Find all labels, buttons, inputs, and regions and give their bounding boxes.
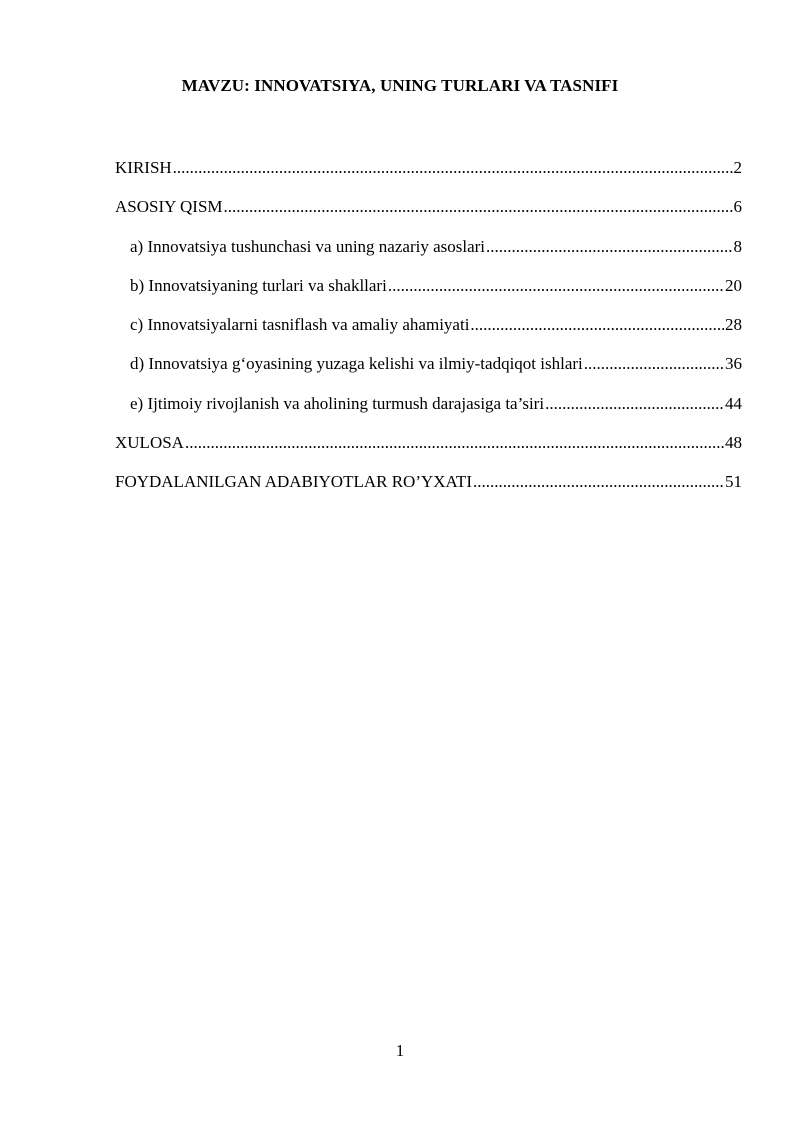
toc-entry-page: 51 (725, 472, 742, 492)
toc-entry-section-c[interactable] (115, 313, 742, 352)
toc-entry-label: b) Innovatsiyaning turlari va shakllari (130, 275, 387, 295)
toc-entry-page: 36 (725, 354, 742, 374)
toc-entry-label: c) Innovatsiyalarni tasniflash va amaliy ahamiyati (130, 315, 470, 335)
toc-entry-page: 2 (733, 158, 742, 177)
toc-entry-label: d) Innovatsiya g‘oyasining yuzaga kelishi va ilmiy-tadqiqot ishlari (130, 354, 583, 374)
page-number: 1 (395, 1041, 405, 1060)
toc-dot-leader (185, 431, 724, 455)
toc-dot-leader (545, 392, 724, 416)
toc-dot-leader (473, 470, 724, 494)
toc-dot-leader (470, 313, 724, 337)
toc-dot-leader (173, 156, 733, 180)
toc-dot-leader (486, 235, 732, 259)
toc-entry-label: KIRISH (115, 158, 172, 177)
toc-entry-section-b[interactable] (115, 274, 742, 313)
toc-entry-section-d[interactable] (115, 352, 742, 391)
toc-entry-section-e[interactable] (115, 392, 742, 431)
toc-dot-leader (388, 274, 724, 298)
toc-dot-leader (224, 195, 733, 219)
toc-entry-label: a) Innovatsiya tushunchasi va uning nazariy asoslari (130, 236, 486, 256)
toc-entry-label: e) Ijtimoiy rivojlanish va aholining turmush darajasiga ta’siri (130, 393, 545, 413)
toc-entry-adabiyotlar[interactable] (115, 470, 742, 509)
toc-entry-page: 44 (725, 393, 742, 413)
toc-dot-leader (584, 352, 724, 376)
toc-entry-xulosa[interactable] (115, 431, 742, 470)
toc-entry-label: FOYDALANILGAN ADABIYOTLAR RO’YXATI (115, 472, 472, 492)
toc-entry-page: 20 (725, 275, 742, 295)
toc-entry-page: 8 (733, 236, 742, 256)
document-title: MAVZU: INNOVATSIYA, UNING TURLARI VA TASNIFI (181, 76, 619, 95)
toc-entry-page: 28 (725, 315, 742, 335)
toc-entry-kirish[interactable] (115, 156, 742, 195)
toc-entry-page: 48 (725, 433, 742, 453)
toc-entry-label: ASOSIY QISM (115, 197, 223, 217)
toc-entry-label: XULOSA (115, 433, 184, 453)
toc-entry-asosiy-qism[interactable] (115, 195, 742, 234)
toc-entry-page: 6 (733, 197, 742, 217)
table-of-contents (115, 156, 742, 510)
toc-entry-section-a[interactable] (115, 235, 742, 274)
